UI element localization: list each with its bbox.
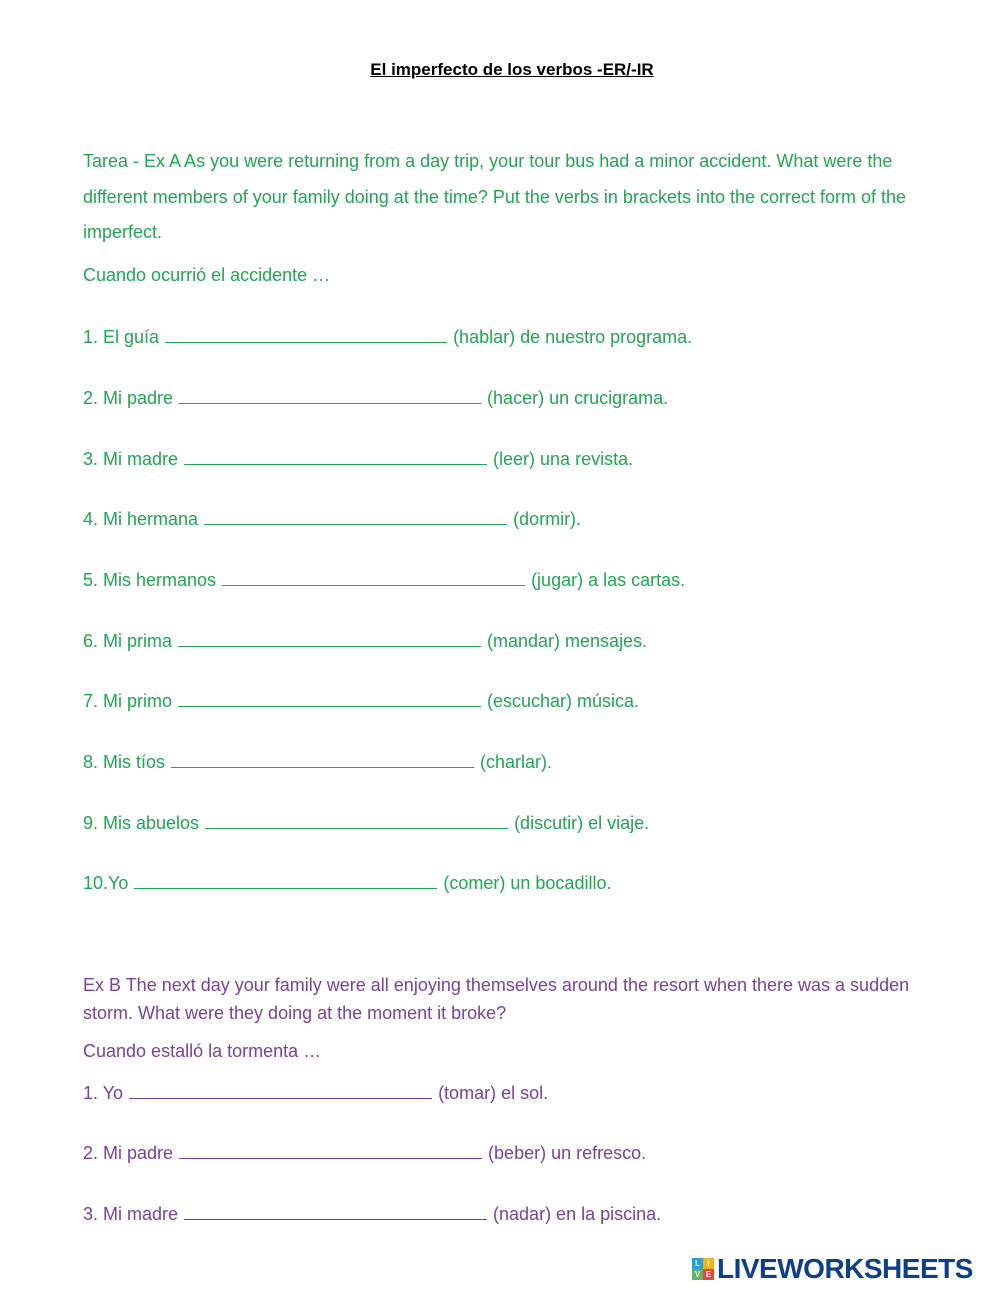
item-suffix: (dormir). <box>513 509 582 529</box>
item-prefix: 10.Yo <box>83 873 129 893</box>
answer-blank[interactable] <box>205 812 508 829</box>
answer-blank[interactable] <box>165 326 447 343</box>
ex-b-item <box>83 1142 646 1164</box>
ex-a-item <box>83 448 633 470</box>
item-suffix: (comer) un bocadillo. <box>443 873 612 893</box>
item-prefix: 3. Mi madre <box>83 1204 179 1224</box>
item-prefix: 2. Mi padre <box>83 1143 174 1163</box>
ex-a-item <box>83 812 649 834</box>
ex-b-instructions: Ex B The next day your family were all enjoying themselves around the resort when there was a sudden storm. What were they doing at the moment it broke? <box>83 975 910 1023</box>
item-prefix: 9. Mis abuelos <box>83 813 200 833</box>
item-suffix: (tomar) el sol. <box>438 1083 549 1103</box>
ex-b-lead: Cuando estalló la tormenta … <box>83 1041 322 1061</box>
item-prefix: 4. Mi hermana <box>83 509 199 529</box>
item-prefix: 6. Mi prima <box>83 631 173 651</box>
answer-blank[interactable] <box>171 751 474 768</box>
ex-a-item <box>83 690 639 712</box>
item-suffix: (leer) una revista. <box>493 449 634 469</box>
ex-a-item <box>83 630 647 652</box>
ex-a-item <box>83 569 685 591</box>
item-suffix: (discutir) el viaje. <box>514 813 650 833</box>
item-prefix: 8. Mis tíos <box>83 752 166 772</box>
item-suffix: (hacer) un crucigrama. <box>487 388 669 408</box>
item-suffix: (charlar). <box>480 752 553 772</box>
item-prefix: 1. Yo <box>83 1083 124 1103</box>
worksheet-title: El imperfecto de los verbos -ER/-IR <box>370 60 654 79</box>
ex-b-item <box>83 1082 548 1104</box>
ex-a-instructions: Tarea - Ex A As you were returning from a day trip, your tour bus had a minor accident. What were the different members of your family doing at the time? Put the verbs in brackets into the correct form of the imperfect. <box>83 151 907 242</box>
item-suffix: (nadar) en la piscina. <box>493 1204 662 1224</box>
logo-text: LIVEWORKSHEETS <box>717 1253 973 1284</box>
ex-a-lead: Cuando ocurrió el accidente … <box>83 265 331 285</box>
item-suffix: (beber) un refresco. <box>488 1143 647 1163</box>
item-prefix: 3. Mi madre <box>83 449 179 469</box>
item-suffix: (hablar) de nuestro programa. <box>453 327 693 347</box>
item-suffix: (escuchar) música. <box>487 691 640 711</box>
answer-blank[interactable] <box>178 630 481 647</box>
item-prefix: 1. El guía <box>83 327 160 347</box>
ex-a-item <box>83 872 611 894</box>
live-mark-icon: L I V E <box>692 1258 714 1280</box>
answer-blank[interactable] <box>204 508 507 525</box>
ex-a-item <box>83 387 668 409</box>
answer-blank[interactable] <box>222 569 525 586</box>
ex-b-item <box>83 1203 661 1225</box>
item-suffix: (jugar) a las cartas. <box>531 570 686 590</box>
ex-a-item <box>83 508 581 530</box>
item-prefix: 7. Mi primo <box>83 691 173 711</box>
item-suffix: (mandar) mensajes. <box>487 631 648 651</box>
item-prefix: 2. Mi padre <box>83 388 174 408</box>
answer-blank[interactable] <box>129 1082 432 1099</box>
ex-a-item <box>83 751 552 773</box>
answer-blank[interactable] <box>179 1142 482 1159</box>
answer-blank[interactable] <box>184 1203 487 1220</box>
answer-blank[interactable] <box>179 387 481 404</box>
liveworksheets-logo[interactable] <box>692 1254 973 1284</box>
answer-blank[interactable] <box>178 690 481 707</box>
item-prefix: 5. Mis hermanos <box>83 570 217 590</box>
answer-blank[interactable] <box>184 448 487 465</box>
ex-a-item <box>83 326 692 348</box>
answer-blank[interactable] <box>134 872 437 889</box>
